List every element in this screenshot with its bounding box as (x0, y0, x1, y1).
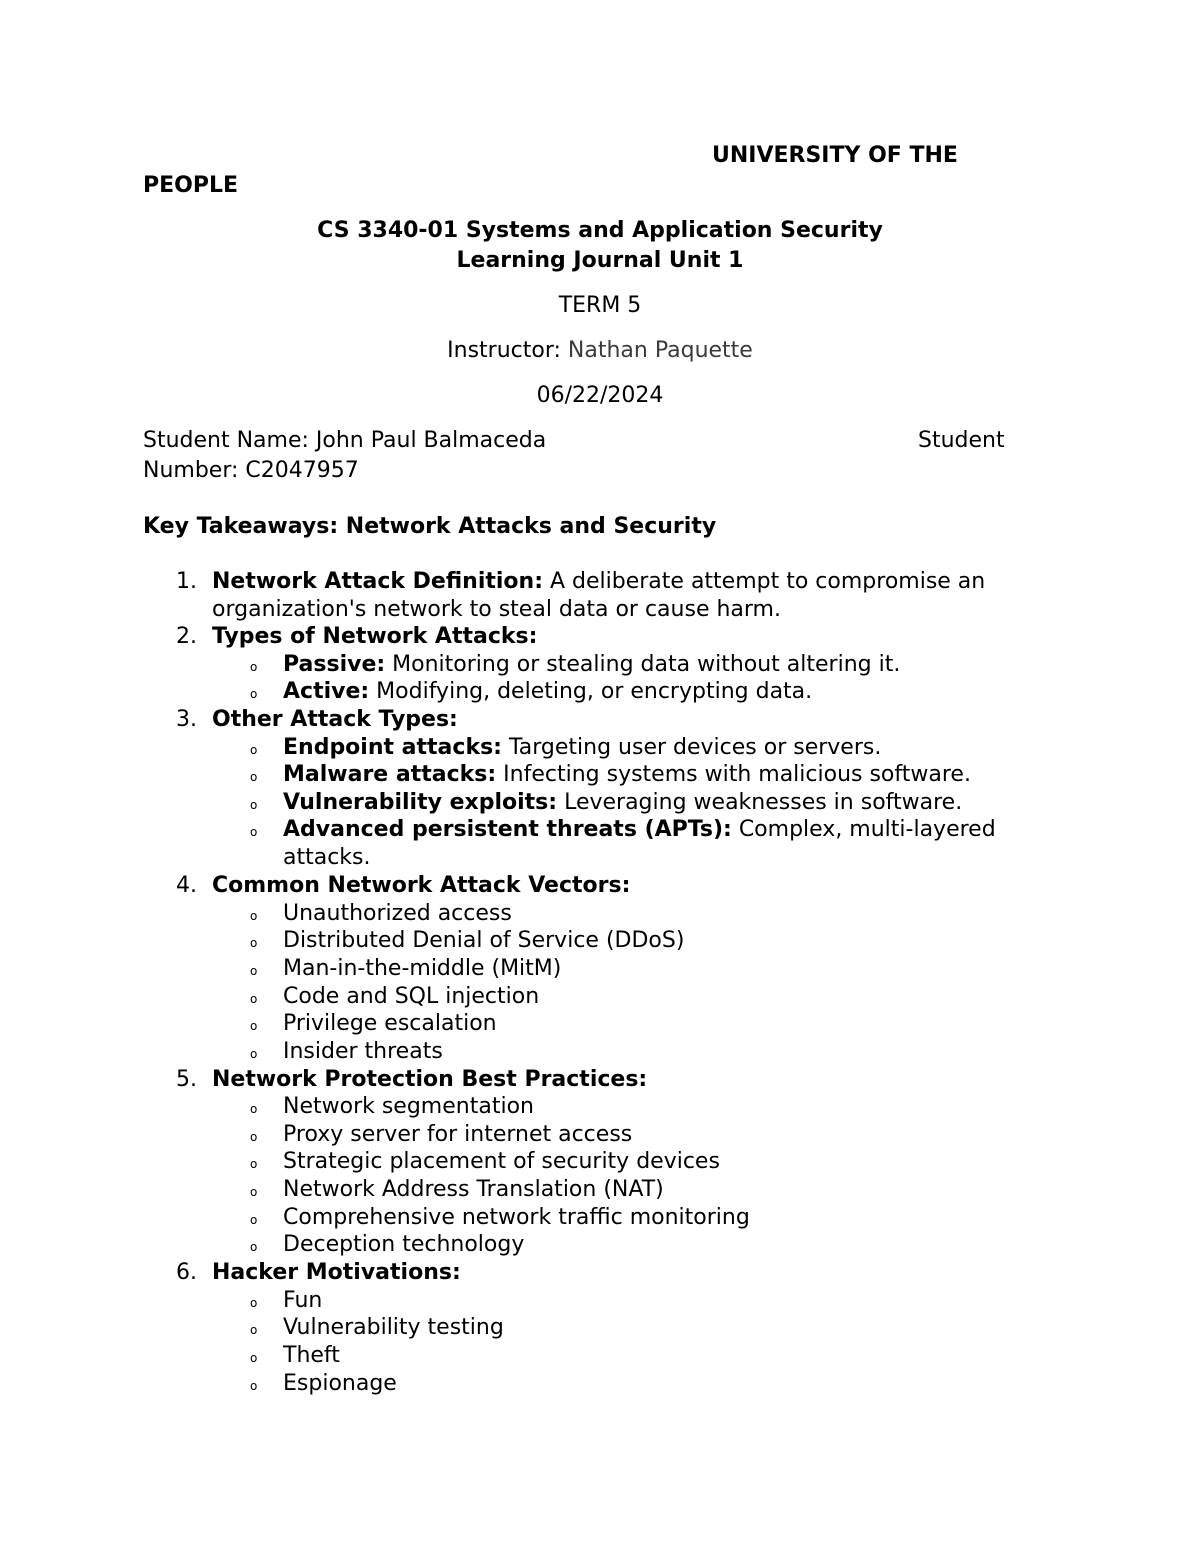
item-number: 5. (176, 1067, 197, 1092)
bullet-icon: o (250, 1047, 258, 1061)
item-title: Hacker Motivations: (212, 1260, 461, 1285)
date: 06/22/2024 (536, 383, 664, 408)
term: TERM 5 (558, 293, 642, 318)
sub-item-text: Monitoring or stealing data without altering it. (385, 652, 901, 677)
item-number: 6. (176, 1260, 197, 1285)
sub-item-term: Malware attacks: (283, 762, 497, 787)
section-title: Key Takeaways: Network Attacks and Security (143, 514, 717, 539)
sub-item: Insider threats (283, 1039, 443, 1064)
bullet-icon: o (250, 770, 258, 784)
item-number: 3. (176, 707, 197, 732)
sub-item: Comprehensive network traffic monitoring (283, 1205, 750, 1230)
bullet-icon: o (250, 1240, 258, 1254)
sub-item (283, 734, 881, 762)
sub-item-term: Passive: (283, 652, 386, 677)
sub-item (283, 651, 900, 679)
bullet-icon: o (250, 743, 258, 757)
sub-item-text: Infecting systems with malicious software. (496, 762, 971, 787)
sub-item-term: Advanced persistent threats (APTs): (283, 817, 732, 842)
sub-item-text: Modifying, deleting, or encrypting data. (369, 679, 813, 704)
sub-item (283, 789, 962, 817)
sub-item (283, 761, 971, 789)
journal-title: Learning Journal Unit 1 (456, 248, 744, 273)
sub-item-term: Endpoint attacks: (283, 735, 502, 760)
item-number: 1. (176, 569, 197, 594)
sub-item: Distributed Denial of Service (DDoS) (283, 928, 685, 953)
instructor-label: Instructor: (447, 338, 561, 363)
sub-item: Network Address Translation (NAT) (283, 1177, 664, 1202)
sub-item: Code and SQL injection (283, 984, 540, 1009)
item-number: 2. (176, 624, 197, 649)
item-text: A deliberate attempt to compromise an (543, 569, 986, 594)
bullet-icon: o (250, 1157, 258, 1171)
student-label: Student (918, 428, 1005, 453)
sub-item-term: Active: (283, 679, 370, 704)
sub-item-text: Leveraging weaknesses in software. (557, 790, 963, 815)
item-title: Network Protection Best Practices: (212, 1067, 648, 1092)
sub-item: Strategic placement of security devices (283, 1149, 720, 1174)
sub-item-text: Targeting user devices or servers. (501, 735, 882, 760)
bullet-icon: o (250, 687, 258, 701)
student-number: Number: C2047957 (143, 458, 359, 483)
item-title: Common Network Attack Vectors: (212, 873, 631, 898)
bullet-icon: o (250, 660, 258, 674)
university-title-line2: PEOPLE (143, 173, 239, 198)
sub-item: Vulnerability testing (283, 1315, 504, 1340)
instructor-line (0, 337, 1200, 365)
sub-item (283, 678, 812, 706)
bullet-icon: o (250, 1296, 258, 1310)
item-number: 4. (176, 873, 197, 898)
item-title: Network Attack Definition: (212, 569, 543, 594)
bullet-icon: o (250, 825, 258, 839)
instructor-name: Nathan Paquette (567, 338, 753, 363)
bullet-icon: o (250, 1130, 258, 1144)
sub-item-text: Complex, multi-layered (731, 817, 996, 842)
item-line (212, 568, 985, 596)
bullet-icon: o (250, 1213, 258, 1227)
sub-item: Deception technology (283, 1232, 525, 1257)
bullet-icon: o (250, 909, 258, 923)
bullet-icon: o (250, 992, 258, 1006)
item-title: Types of Network Attacks: (212, 624, 538, 649)
sub-item: Proxy server for internet access (283, 1122, 633, 1147)
bullet-icon: o (250, 1102, 258, 1116)
item-text-continued: organization's network to steal data or cause harm. (212, 597, 781, 622)
sub-item: Unauthorized access (283, 901, 512, 926)
sub-item: Espionage (283, 1371, 397, 1396)
course-title: CS 3340-01 Systems and Application Security (317, 218, 883, 243)
student-name: Student Name: John Paul Balmaceda (143, 428, 547, 453)
sub-item-text-continued: attacks. (283, 845, 371, 870)
sub-item: Man-in-the-middle (MitM) (283, 956, 562, 981)
sub-item: Theft (283, 1343, 340, 1368)
bullet-icon: o (250, 936, 258, 950)
bullet-icon: o (250, 964, 258, 978)
sub-item (283, 816, 996, 844)
sub-item: Fun (283, 1288, 323, 1313)
bullet-icon: o (250, 1185, 258, 1199)
bullet-icon: o (250, 1323, 258, 1337)
sub-item: Network segmentation (283, 1094, 534, 1119)
university-title-line1: UNIVERSITY OF THE (712, 143, 958, 168)
bullet-icon: o (250, 798, 258, 812)
sub-item: Privilege escalation (283, 1011, 497, 1036)
bullet-icon: o (250, 1379, 258, 1393)
bullet-icon: o (250, 1351, 258, 1365)
bullet-icon: o (250, 1019, 258, 1033)
sub-item-term: Vulnerability exploits: (283, 790, 558, 815)
item-title: Other Attack Types: (212, 707, 458, 732)
